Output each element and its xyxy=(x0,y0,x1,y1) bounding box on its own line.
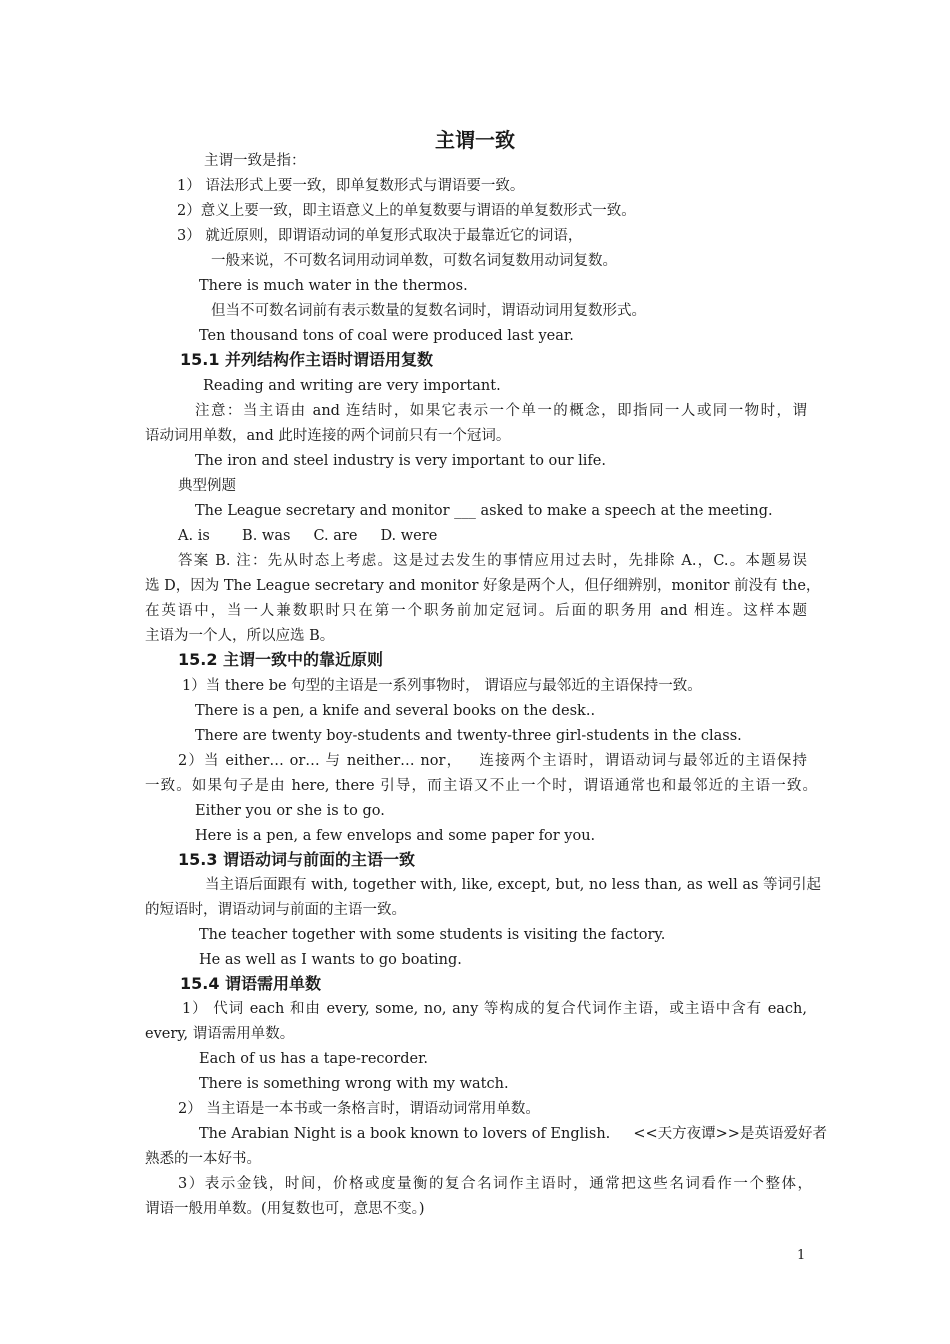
section-heading: 15.2 主谓一致中的靠近原则 xyxy=(178,650,384,669)
section-heading: 15.1 并列结构作主语时谓语用复数 xyxy=(180,350,434,369)
text-line: 2） 当主语是一本书或一条格言时，谓语动词常用单数。 xyxy=(178,1101,540,1117)
text-line: 熟悉的一本好书。 xyxy=(145,1151,261,1167)
text-line: every, 谓语需用单数。 xyxy=(145,1026,295,1042)
text-line: 1） 语法形式上要一致，即单复数形式与谓语要一致。 xyxy=(177,178,525,194)
text-line: 答案 B. 注：先从时态上考虑。这是过去发生的事情应用过去时，先排除 A.，C.。本题易误 xyxy=(178,553,807,569)
example-line: The iron and steel industry is very important to our life. xyxy=(195,453,606,469)
example-line: There are twenty boy-students and twenty-three girl-students in the class. xyxy=(195,728,742,744)
example-line: There is much water in the thermos. xyxy=(199,278,468,294)
text-line: 谓语一般用单数。(用复数也可，意思不变。) xyxy=(145,1201,425,1217)
answer-options: A. is B. was C. are D. were xyxy=(178,528,438,544)
text-line: 一致。如果句子是由 here, there 引导，而主语又不止一个时，谓语通常也和最邻近的主语一致。 xyxy=(145,778,817,794)
example-line: He as well as I wants to go boating. xyxy=(199,952,462,968)
example-line: Here is a pen, a few envelops and some paper for you. xyxy=(195,828,596,844)
text-line: 1）当 there be 句型的主语是一系列事物时， 谓语应与最邻近的主语保持一致。 xyxy=(182,678,702,694)
example-line: The Arabian Night is a book known to lovers of English. <<天方夜谭>>是英语爱好者 xyxy=(199,1126,827,1142)
text-line: 典型例题 xyxy=(178,478,236,494)
text-line: 1） 代词 each 和由 every, some, no, any 等构成的复合代词作主语，或主语中含有 each, xyxy=(182,1001,807,1017)
section-heading: 15.3 谓语动词与前面的主语一致 xyxy=(178,850,416,869)
example-line: The teacher together with some students is visiting the factory. xyxy=(199,927,666,943)
text-line: 主语为一个人，所以应选 B。 xyxy=(145,628,335,644)
text-line: 当主语后面跟有 with, together with, like, except, but, no less than, as well as 等词引起 xyxy=(205,877,822,893)
text-line: 但当不可数名词前有表示数量的复数名词时，谓语动词用复数形式。 xyxy=(211,303,646,319)
text-line: 选 D，因为 The League secretary and monitor 好象是两个人，但仔细辨别，monitor 前没有 the， xyxy=(145,578,821,594)
text-line: 2）意义上要一致，即主语意义上的单复数要与谓语的单复数形式一致。 xyxy=(177,203,636,219)
text-line: 在英语中，当一人兼数职时只在第一个职务前加定冠词。后面的职务用 and 相连。这样本题 xyxy=(145,603,807,619)
example-line: Each of us has a tape-recorder. xyxy=(199,1051,429,1067)
section-heading: 15.4 谓语需用单数 xyxy=(180,974,322,993)
text-line: 语动词用单数，and 此时连接的两个词前只有一个冠词。 xyxy=(145,428,511,444)
text-line: 3） 就近原则，即谓语动词的单复形式取决于最靠近它的词语， xyxy=(177,228,583,244)
example-line: The League secretary and monitor ___ asked to make a speech at the meeting. xyxy=(195,503,773,519)
text-line: 一般来说，不可数名词用动词单数，可数名词复数用动词复数。 xyxy=(211,253,617,269)
example-line: Either you or she is to go. xyxy=(195,803,385,819)
text-line: 的短语时，谓语动词与前面的主语一致。 xyxy=(145,902,406,918)
page-number: 1 xyxy=(797,1248,806,1263)
example-line: Ten thousand tons of coal were produced last year. xyxy=(199,328,574,344)
example-line: Reading and writing are very important. xyxy=(203,378,501,394)
text-line: 3）表示金钱，时间，价格或度量衡的复合名词作主语时，通常把这些名词看作一个整体， xyxy=(178,1176,812,1192)
example-line: There is something wrong with my watch. xyxy=(199,1076,509,1092)
text-line: 2）当 either… or… 与 neither… nor， 连接两个主语时，谓语动词与最邻近的主语保持 xyxy=(178,753,807,769)
text-line: 注意：当主语由 and 连结时，如果它表示一个单一的概念，即指同一人或同一物时，谓 xyxy=(195,403,807,419)
page-title: 主谓一致 xyxy=(435,128,515,152)
example-line: There is a pen, a knife and several books on the desk.. xyxy=(195,703,596,719)
text-line: 主谓一致是指： xyxy=(204,153,306,169)
